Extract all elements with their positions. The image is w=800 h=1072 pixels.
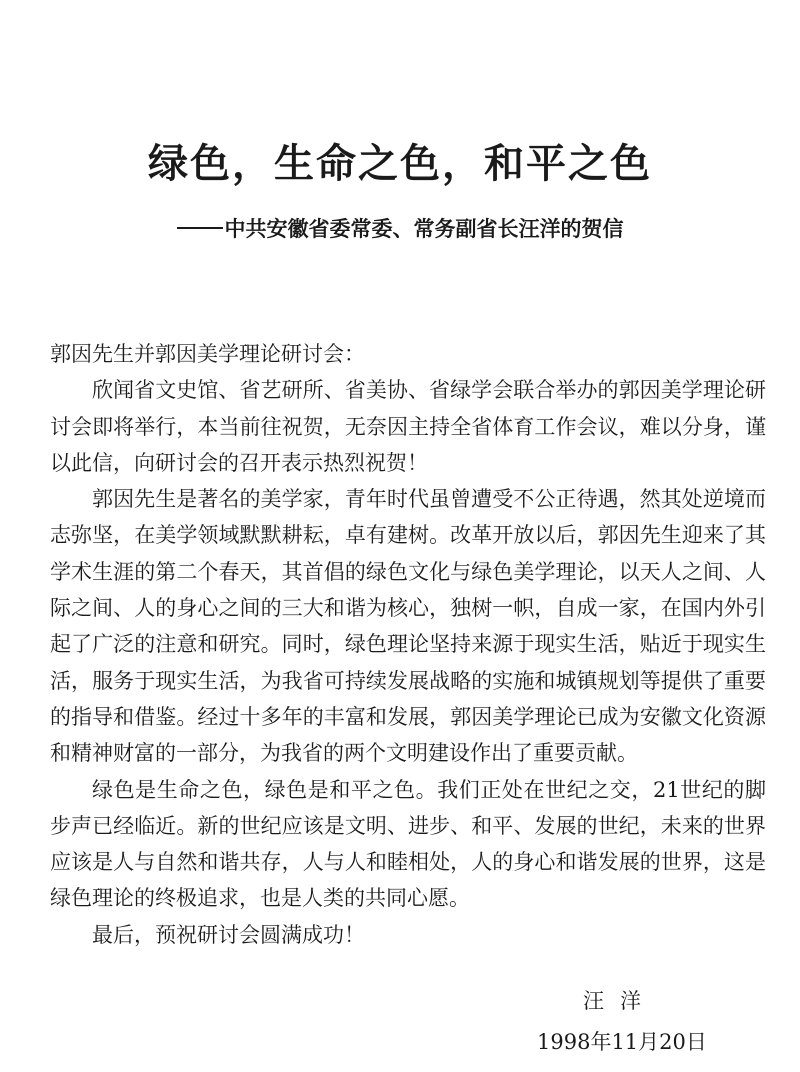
document-title: 绿色，生命之色，和平之色 <box>148 141 652 187</box>
paragraph-1: 欣闻省文史馆、省艺研所、省美协、省绿学会联合举办的郭因美学理论研讨会即将举行，本当前往祝贺，无奈因主持全省体育工作会议，难以分身，谨以此信，向研讨会的召开表示热烈祝贺！ <box>50 378 766 475</box>
subtitle-text: 中共安徽省委常委、常务副省长汪洋的贺信 <box>224 217 624 241</box>
salutation: 郭因先生并郭因美学理论研讨会： <box>50 342 365 366</box>
paragraph-3: 绿色是生命之色，绿色是和平之色。我们正处在世纪之交，21世纪的脚步声已经临近。新的世纪应该是文明、进步、和平、发展的世纪，未来的世界应该是人与自然和谐共存，人与人和睦相处，人的身心和谐发展的世界，这是绿色理论的终极追求，也是人类的共同心愿。 <box>50 777 766 911</box>
letter-body <box>50 336 766 953</box>
em-dash-rule <box>177 227 223 229</box>
paragraph-4: 最后，预祝研讨会圆满成功！ <box>92 922 365 947</box>
document-subtitle <box>0 214 800 244</box>
signature: 汪洋 <box>583 989 657 1013</box>
paragraph-2: 郭因先生是著名的美学家，青年时代虽曾遭受不公正待遇，然其处逆境而志弥坚，在美学领域默默耕耘，卓有建树。改革开放以后，郭因先生迎来了其学术生涯的第二个春天，其首倡的绿色文化与绿色美学理论，以天人之间、人际之间、人的身心之间的三大和谐为核心，独树一帜，自成一家，在国内外引起了广泛的注意和研究。同时，绿色理论坚持来源于现实生活，贴近于现实生活，服务于现实生活，为我省可持续发展战略的实施和城镇规划等提供了重要的指导和借鉴。经过十多年的丰富和发展，郭因美学理论已成为安徽文化资源和精神财富的一部分，为我省的两个文明建设作出了重要贡献。 <box>50 487 766 766</box>
letter-date: 1998年11月20日 <box>537 1030 707 1054</box>
